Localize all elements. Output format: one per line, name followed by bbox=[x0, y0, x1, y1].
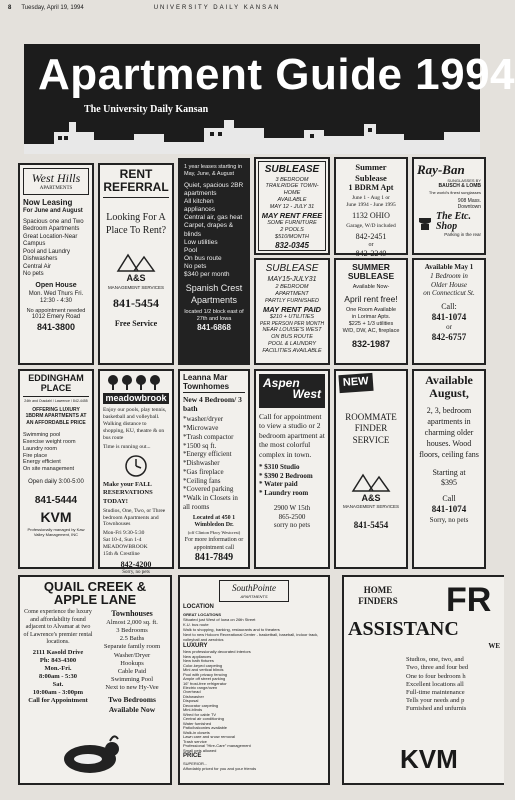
list-item: Decorator carpeting bbox=[183, 702, 219, 708]
sublease-line: MAY 12 - JULY 31 bbox=[269, 204, 315, 210]
list-item: 3 Bedrooms bbox=[116, 627, 148, 635]
sublease-line: HOME bbox=[283, 190, 301, 197]
sublease-line: PER PERSON PER MONTH bbox=[259, 321, 325, 328]
rayban-sub: SUNGLASSES BY bbox=[447, 178, 481, 184]
quail-intro: Come experience the luxury and affordability found adjacent to Alvamar at two of Lawrence's premier rental locations. bbox=[23, 609, 93, 645]
apartment-guide-banner bbox=[24, 44, 515, 154]
list-item: K.U. bus route bbox=[183, 621, 209, 627]
list-item: Central air conditioning bbox=[183, 716, 224, 722]
list-item: Pool bbox=[184, 246, 198, 254]
list-item: Swimming pool bbox=[23, 431, 61, 438]
list-item: Trash service bbox=[183, 738, 207, 744]
free-service: Free Service bbox=[114, 319, 158, 329]
list-item: Dishwasher bbox=[183, 693, 204, 699]
now-leasing: Now Leasing bbox=[23, 198, 73, 208]
office-hours: 8:00am - 5:30 bbox=[39, 672, 77, 680]
detail-line: One Room Available bbox=[345, 307, 397, 314]
list-item: 2.5 Baths bbox=[119, 635, 145, 643]
list-item: Central air, gas heat bbox=[184, 214, 243, 222]
sunglasses-icon bbox=[417, 212, 433, 232]
list-item: Cable Paid bbox=[117, 667, 147, 675]
list-item: $340 per month bbox=[184, 271, 230, 279]
banner-subtitle: The University Daily Kansan bbox=[84, 104, 209, 115]
as-logo-sub: MANAGEMENT SERVICES bbox=[107, 284, 165, 290]
call-label: Call bbox=[442, 494, 456, 504]
list-item: Color-keyed carpeting bbox=[183, 662, 223, 668]
aspen-prices bbox=[259, 463, 325, 498]
phone-number: Ph: 843-4300 bbox=[39, 656, 77, 664]
rent-referral-title: RENT REFERRAL bbox=[103, 168, 169, 198]
as-logo-text: A&S bbox=[361, 492, 381, 503]
rent-paid: MAY RENT PAID bbox=[263, 304, 321, 314]
as-logo-text: A&S bbox=[126, 273, 146, 284]
sublease-line: 2 BEDROOM APARTMENT bbox=[275, 284, 309, 298]
kvm-logo: KVM bbox=[400, 743, 458, 774]
list-item: On site management bbox=[23, 466, 75, 473]
reservations-cta: Make your FALL RESERVATIONS TODAY! bbox=[103, 481, 153, 505]
starting-label: Starting at bbox=[432, 468, 466, 478]
home-finders-ad bbox=[342, 575, 504, 785]
lease-intro: 1 year leases starting in May, June, & August bbox=[184, 164, 243, 177]
rent-free: MAY RENT FREE bbox=[261, 210, 323, 220]
free-heading-partial: FR bbox=[446, 581, 492, 619]
list-item: Excellent locations all bbox=[406, 680, 464, 688]
list-item: Laundry room bbox=[23, 445, 57, 452]
pets-note: sorry no pets bbox=[273, 521, 311, 530]
home-finders-heading: HOME FINDERS bbox=[358, 585, 398, 606]
spanish-crest-features bbox=[184, 182, 244, 280]
detail-line: Older House bbox=[431, 280, 467, 289]
address: 2111 Kasold Drive bbox=[32, 648, 84, 656]
south-pointe-logo: SouthPointe APARTMENTS bbox=[219, 580, 289, 602]
available-now: Available Now- bbox=[352, 283, 390, 290]
sublease-line: POOL & LAUNDRY bbox=[268, 341, 316, 348]
as-logo-sub: MANAGEMENT SERVICES bbox=[342, 504, 400, 510]
list-item: Exercise weight room bbox=[23, 438, 76, 445]
list-item: Lawn care and snow removal bbox=[183, 734, 236, 740]
sublease-line: $510/MONTH bbox=[275, 234, 309, 240]
list-item: Mini and vertical blinds bbox=[183, 667, 224, 673]
page-header bbox=[0, 0, 504, 16]
aspen-west-logo: Aspen West bbox=[259, 374, 325, 408]
south-pointe-ad bbox=[178, 575, 330, 785]
phone-number: 841-5444 bbox=[34, 494, 78, 506]
rent-referral-ad bbox=[98, 163, 174, 365]
lease-dates: June 1994 - June 1995 bbox=[346, 202, 396, 209]
detail-line: 1 Bedroom in bbox=[430, 271, 468, 280]
office-hours: Sat 10-4, Sun 1-4 bbox=[103, 537, 142, 544]
phone-number: 842-2451 bbox=[355, 231, 387, 241]
list-item: One to four bedroom h bbox=[406, 672, 466, 680]
sublease-louises-ad bbox=[254, 258, 330, 365]
paper-name: UNIVERSITY DAILY KANSAN bbox=[153, 5, 281, 11]
list-item: *Covered parking bbox=[183, 485, 234, 494]
managed-by: Professionally managed by Kaw Valley Management, INC bbox=[27, 526, 85, 537]
sublease-dates: MAY15-JULY31 bbox=[267, 275, 317, 283]
spanish-crest-ad bbox=[178, 158, 250, 365]
sublease-line: NEAR LOUISE'S WEST bbox=[262, 327, 322, 334]
spanish-crest-name: Spanish Crest Apartments bbox=[185, 283, 243, 305]
eddingham-offer: OFFERING LUXURY 1BDRM APARTMENTS AT AN AFFORDABLE PRICE bbox=[25, 407, 87, 426]
list-item: Dishwashers bbox=[23, 256, 58, 263]
amenities-intro: Enjoy our pools, play tennis, basketball and volleyball. Walking distance to shopping, KU, theatre & on bus route bbox=[103, 407, 167, 441]
price-item: Affordably priced for you and your friends bbox=[183, 765, 257, 771]
list-item: * Water paid bbox=[259, 480, 298, 489]
location-sub: GREAT LOCATIONS bbox=[183, 611, 222, 617]
phone-number: 841-5454 bbox=[353, 519, 389, 530]
sublease-line: TRAILRIDGE TOWN- bbox=[265, 183, 319, 190]
phone-number: 842-2249 bbox=[355, 249, 387, 259]
etc-shop-name: The Etc. Shop bbox=[436, 211, 471, 232]
spanish-crest-location: located 1/2 block east of 27th and Iowa bbox=[184, 308, 244, 322]
list-item: Next to new Holcom Recreational Center - basketball, baseball, indoor track, volleyball and aerobics bbox=[183, 631, 319, 642]
office-hours: 10:00am - 3:00pm bbox=[32, 689, 84, 697]
list-item: Hookups bbox=[120, 659, 144, 667]
phone-number: 841-5454 bbox=[113, 296, 159, 311]
eddingham-title: EDDINGHAM PLACE bbox=[23, 374, 89, 397]
list-item: Ample off street parking bbox=[183, 676, 226, 682]
phone-number: 832-0345 bbox=[275, 240, 309, 250]
list-item: Carpet, drapes & blinds bbox=[184, 222, 234, 238]
sublease-line: ON BUS ROUTE bbox=[271, 334, 313, 341]
banner-title: Apartment Guide 1994 bbox=[38, 50, 515, 99]
location-note: (off Clinton Pkwy Westcrest) bbox=[187, 529, 241, 535]
list-item: *Ceiling fans bbox=[183, 476, 221, 485]
bausch-lomb: BAUSCH & LOMB bbox=[438, 183, 481, 190]
detail-line: in Lorimar Apts. bbox=[351, 314, 391, 321]
list-item: Small pets allowed bbox=[183, 747, 217, 753]
sublease-line: 2 POOLS bbox=[280, 227, 304, 234]
summer-sublease-title: SUMMER SUBLEASE bbox=[347, 262, 395, 282]
summer-sublease-title: Summer Sublease bbox=[355, 162, 387, 183]
skyline-illustration bbox=[24, 114, 480, 154]
clock-icon bbox=[124, 454, 148, 478]
sublease-trailridge-ad bbox=[254, 157, 330, 255]
available-date: Available May 1 bbox=[424, 263, 474, 271]
list-item: Central Air bbox=[23, 263, 52, 270]
list-item: Energy efficient bbox=[23, 459, 61, 466]
parking-note: Parking in the rear bbox=[444, 232, 481, 237]
list-item: Walk to shopping, banking, restaurants and to theaters bbox=[183, 626, 280, 632]
west-hills-ad bbox=[18, 163, 94, 365]
sublease-line: 3 BEDROOM bbox=[275, 176, 309, 183]
roommate-finder-title: ROOMMATE FINDER SERVICE bbox=[345, 411, 397, 446]
office-hours: Mon-Fri 9:30-5:30 bbox=[103, 530, 145, 537]
quail-title-1: QUAIL CREEK & bbox=[43, 579, 147, 594]
list-item: All kitchen appliances bbox=[184, 198, 216, 214]
list-item: Pool with privacy fencing bbox=[183, 671, 228, 677]
eddingham-address: 24th and Ousdahl / Lawrence / 842-4455 bbox=[24, 398, 88, 403]
office-days: Mon.-Fri. bbox=[44, 664, 72, 672]
detail-line: W/D, DW, AC, fireplace bbox=[342, 327, 400, 334]
list-item: *Dishwasher bbox=[183, 459, 220, 468]
address: 15th & Crestline bbox=[103, 550, 140, 557]
list-item: *Energy efficient bbox=[183, 450, 232, 459]
kvm-logo: KVM bbox=[40, 509, 72, 526]
call-label: Call: bbox=[441, 302, 457, 311]
list-item: *1500 sq ft. bbox=[183, 441, 217, 450]
sublease-line: PARTLY FURNISHED bbox=[265, 298, 319, 304]
list-item: New appliances bbox=[183, 653, 212, 659]
list-item: Walk-in closets bbox=[183, 729, 210, 735]
detail-line: on Connecticut St. bbox=[423, 289, 475, 298]
address: 2900 W 15th bbox=[273, 503, 311, 512]
list-item: Great Location-Near Campus bbox=[23, 233, 78, 248]
assistance-heading-partial: ASSISTANC bbox=[348, 617, 459, 640]
list-item: Full-time maintenance bbox=[406, 688, 465, 696]
summer-sublease-lorimar-ad bbox=[334, 258, 408, 365]
shop-area: Downtown bbox=[457, 203, 481, 210]
starting-price: $395 bbox=[441, 478, 457, 488]
open-hours: Open daily 3:00-5:00 bbox=[28, 479, 84, 486]
list-item: *Microwave bbox=[183, 424, 219, 433]
list-item: *Walk in Closets in all rooms bbox=[183, 494, 238, 511]
list-item: Wired for cable TV bbox=[183, 711, 217, 717]
shop-address: 908 Mass. bbox=[457, 197, 481, 204]
page-number: 8 bbox=[8, 5, 12, 11]
phone-number: 841-1074 bbox=[431, 504, 467, 515]
connecticut-st-ad bbox=[412, 258, 486, 365]
meadowbrook-ad bbox=[98, 369, 174, 575]
rent-referral-body: Looking For A Place To Rent? bbox=[105, 212, 167, 236]
list-item: On bus route bbox=[184, 254, 222, 262]
list-item: Studios, one, two, and bbox=[406, 656, 464, 664]
list-item: Spacious one and Two Bedroom Apartments bbox=[23, 218, 84, 233]
call-for-appointment: Call for Appointment bbox=[28, 697, 88, 705]
list-item: Disposal bbox=[183, 698, 199, 704]
list-item: * Laundry room bbox=[259, 489, 309, 498]
list-item: Patio/balconies available bbox=[183, 725, 228, 731]
garage-note: Garage, W/D included bbox=[346, 223, 396, 229]
price-sub: SUPERIOR... bbox=[183, 760, 208, 766]
list-item: Mini-blinds bbox=[183, 707, 203, 713]
phone-number: 842-4200 bbox=[120, 559, 152, 569]
finders-list bbox=[406, 656, 500, 713]
luxury-heading: LUXURY bbox=[183, 642, 208, 649]
phone-number: 842-6757 bbox=[431, 332, 467, 342]
list-item: * $390 2 Bedroom bbox=[259, 471, 313, 480]
eddingham-features bbox=[23, 432, 89, 473]
list-item: Tells your needs and p bbox=[406, 696, 465, 704]
open-house: Open House bbox=[35, 281, 77, 289]
west-hills-logo: West Hills APARTMENTS bbox=[23, 168, 89, 195]
list-item: No pets bbox=[23, 271, 44, 278]
unit-types: Studios, One, Two, or Three bedroom Apartments and Townhouses bbox=[103, 507, 166, 528]
address: 1132 OHIO bbox=[352, 211, 390, 220]
lease-dates: June 1 - Aug 1 or bbox=[351, 195, 391, 202]
list-item: New professionally decorated interiors bbox=[183, 649, 251, 655]
sublease-line: AVAILABLE bbox=[277, 197, 307, 204]
no-appointment: No appointment needed bbox=[26, 307, 86, 314]
phone-number: 865-2500 bbox=[278, 512, 306, 521]
leanna-mar-ad bbox=[178, 369, 250, 569]
address: MEADOWBROOK bbox=[103, 544, 148, 550]
issue-date: Tuesday, April 19, 1994 bbox=[21, 5, 84, 11]
sublease-title: SUBLEASE bbox=[264, 164, 320, 175]
new-badge: NEW bbox=[338, 373, 373, 393]
meadowbrook-logo: meadowbrook bbox=[103, 393, 169, 404]
list-item: Washer/Dryer bbox=[113, 651, 151, 659]
or-text: or bbox=[446, 323, 452, 332]
quail-title-2: APPLE LANE bbox=[53, 592, 137, 607]
as-logo-icon bbox=[116, 251, 156, 273]
pets-note: Sorry, no pets bbox=[122, 569, 150, 575]
office-days: Sat. bbox=[52, 681, 64, 688]
phone-number: 832-1987 bbox=[351, 338, 391, 349]
list-item: Overhead bbox=[183, 689, 201, 695]
list-item: Fire place bbox=[23, 452, 48, 459]
roommate-finder-ad bbox=[334, 369, 408, 569]
as-logo-icon bbox=[351, 471, 391, 493]
list-item: * $310 Studio bbox=[259, 462, 300, 471]
address: 1012 Emery Road bbox=[31, 314, 81, 321]
list-item: Two, three and four bed bbox=[406, 664, 469, 672]
summer-sublease-ohio-ad bbox=[334, 157, 408, 259]
rent-free: April rent free! bbox=[344, 293, 398, 304]
two-bedrooms-available: Two Bedrooms Available Now bbox=[108, 695, 156, 714]
quail-bird-icon bbox=[50, 733, 130, 779]
or-text: or bbox=[368, 241, 374, 248]
list-item: Separate family room bbox=[103, 643, 161, 651]
available-body: 2, 3, bedroom apartments in charming older houses. Wood floors, ceiling fans bbox=[419, 406, 479, 459]
list-item: *washer/dryer bbox=[183, 415, 224, 424]
list-item: New bath fixtures bbox=[183, 658, 214, 664]
available-august-ad bbox=[412, 369, 486, 569]
quail-creek-ad bbox=[18, 575, 172, 785]
list-item: Low utilities bbox=[184, 238, 218, 246]
list-item: Quiet, spacious 2BR apartments bbox=[184, 181, 244, 197]
phone-number: 841-7849 bbox=[194, 552, 234, 564]
list-item: Furnished and unfurnis bbox=[406, 705, 467, 713]
pets-note: Sorry, no pets bbox=[429, 515, 469, 524]
townhouse-size: Almost 2,000 sq. ft. bbox=[106, 619, 158, 626]
location-list bbox=[183, 617, 325, 642]
luxury-list bbox=[183, 650, 325, 753]
detail-line: $225 + 1/3 utilities bbox=[348, 320, 394, 327]
list-item: Electric range/oven bbox=[183, 685, 218, 690]
list-item: 16" frost-free refrigerator bbox=[183, 680, 227, 686]
price-heading: PRICE bbox=[183, 753, 202, 760]
aspen-west-ad bbox=[254, 369, 330, 569]
west-hills-features bbox=[23, 219, 89, 279]
list-item: Water furnished bbox=[183, 720, 212, 726]
townhouses-title: Townhouses bbox=[111, 609, 153, 618]
aspen-body: Call for appointment to view a studio or 2 bedroom apartment at the most colorful complex in town. bbox=[259, 412, 325, 459]
list-item: Swimming Pool bbox=[110, 675, 154, 683]
apt-size: 1 BDRM Apt bbox=[348, 183, 394, 193]
location: Located at 450 1 Wimbledon Dr. bbox=[192, 514, 236, 529]
unit-size: New 4 Bedroom/ 3 bath bbox=[183, 394, 242, 413]
rayban-tagline: The world's finest sunglasses bbox=[428, 189, 481, 195]
trees-icon bbox=[103, 374, 171, 390]
list-item: Situated just West of Iowa on 26th Street bbox=[183, 616, 256, 622]
available-title: Available August, bbox=[425, 373, 473, 401]
list-item: *Gas fireplace bbox=[183, 467, 224, 476]
list-item: Pool and Laundry bbox=[23, 248, 71, 255]
phone-number: 841-3800 bbox=[36, 321, 76, 332]
leanna-mar-title: Leanna Mar Townhomes bbox=[183, 374, 245, 393]
sublease-title: SUBLEASE bbox=[265, 263, 319, 274]
sublease-line: $210 + UTILITIES bbox=[269, 314, 315, 321]
rayban-logo: Ray-Ban bbox=[417, 162, 465, 177]
list-item: Next to new Hy-Vee bbox=[105, 684, 159, 691]
open-house-hours: Mon. Wed Thurs Fri. 12:30 - 4:30 bbox=[28, 290, 84, 304]
sublease-line: FACILITIES AVAILABLE bbox=[262, 348, 322, 354]
eddingham-place-ad bbox=[18, 369, 94, 569]
phone-number: 841-1074 bbox=[431, 312, 467, 322]
leasing-period: For June and August bbox=[23, 208, 83, 215]
location-heading: LOCATION bbox=[183, 604, 214, 611]
rayban-etc-shop-ad bbox=[412, 157, 486, 255]
list-item: Professional "Hire-Care" management bbox=[183, 743, 251, 749]
phone-number: 841-6868 bbox=[197, 322, 231, 332]
more-info: For more information or appointment call bbox=[184, 537, 244, 551]
sublease-line: SOME FURNITURE bbox=[267, 220, 317, 227]
list-item: No pets bbox=[184, 263, 207, 270]
leanna-mar-features bbox=[183, 415, 245, 511]
time-note: Time is running out... bbox=[103, 444, 151, 451]
list-item: *Trash compactor bbox=[183, 432, 234, 441]
we-partial: WE bbox=[488, 641, 500, 650]
